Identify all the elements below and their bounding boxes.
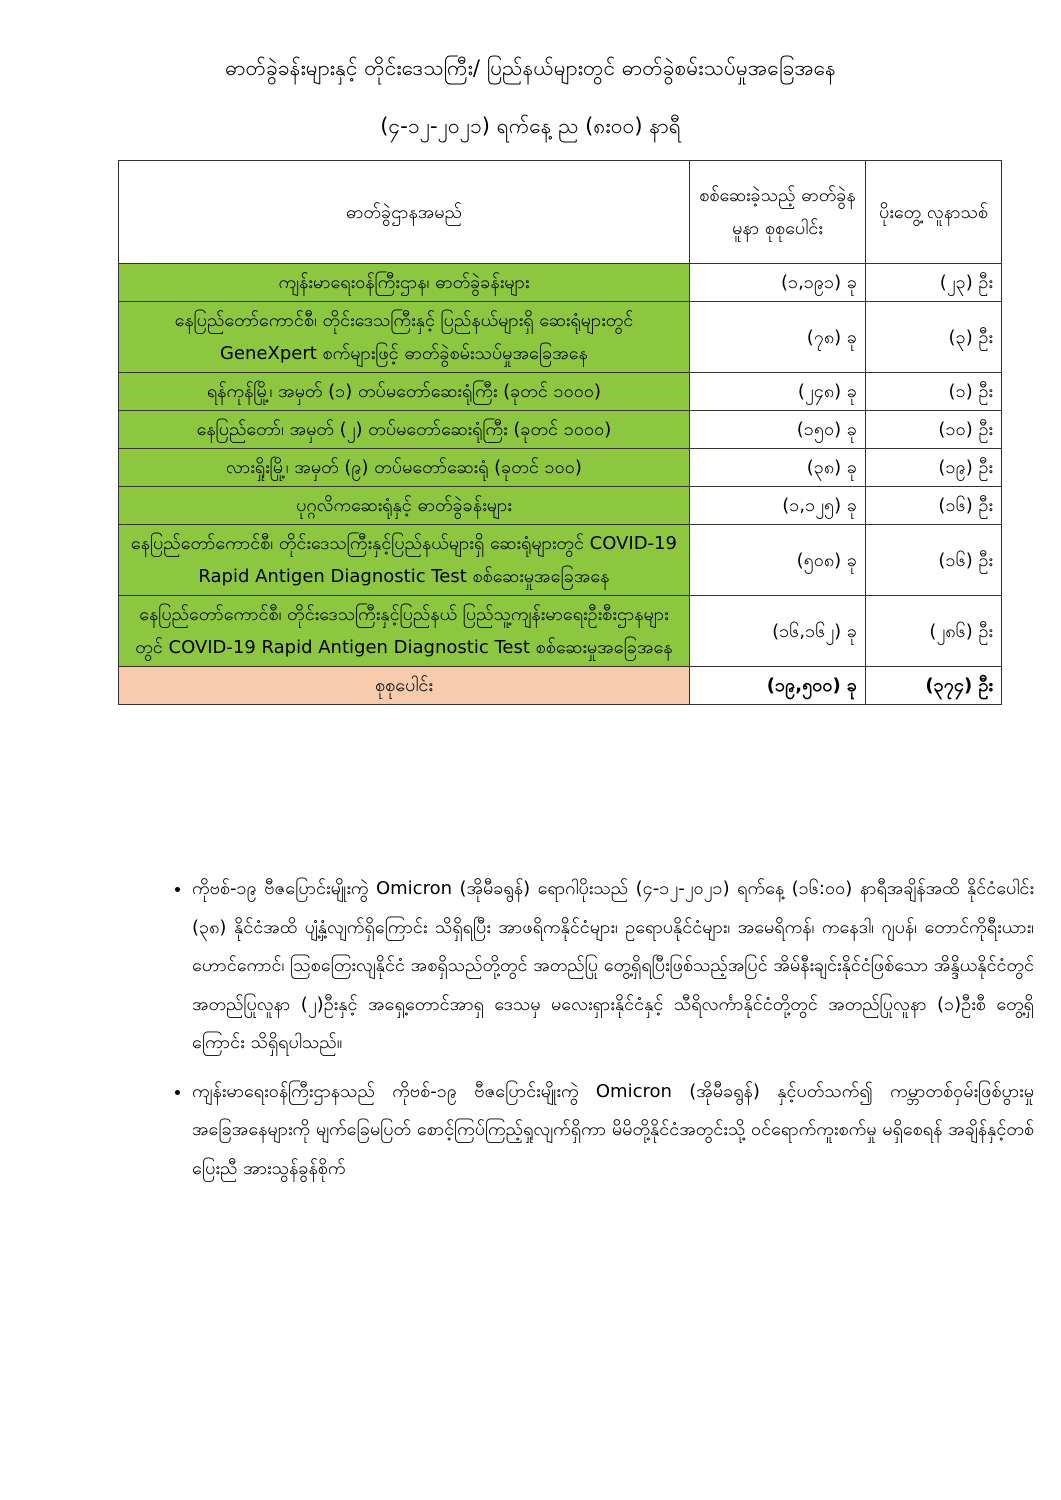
positive-cell: (၁၆) ဦး [866, 487, 1002, 525]
positive-cell: (၂၈၆) ဦး [866, 596, 1002, 667]
tests-cell: (၅၀၈) ခု [689, 525, 865, 596]
lab-testing-table [118, 160, 1002, 705]
tests-cell: (၇၈) ခု [689, 302, 865, 373]
report-date-subtitle: (၄-၁၂-၂၀၂၁) ရက်နေ့ ည (၈း၀၀) နာရီ [380, 114, 681, 138]
positive-cell: (၁၆) ဦး [866, 525, 1002, 596]
lab-name-cell: လားရှိုးမြို့၊ အမှတ် (၉) တပ်မတော်ဆေးရုံ (ခုတင် ၁၀၀) [119, 449, 690, 487]
lab-name-cell: နေပြည်တော်ကောင်စီ၊ တိုင်းဒေသကြီးနှင့်ပြည်နယ် ပြည်သူ့ကျန်းမာရေးဦးစီးဌာနများတွင် COVID-19 Rapid Antigen Diagnostic Test စစ်ဆေးမှုအခြေအနေ [119, 596, 690, 667]
tests-cell: (၃၈) ခု [689, 449, 865, 487]
lab-name-cell: ရန်ကုန်မြို့၊ အမှတ် (၁) တပ်မတော်ဆေးရုံကြီး (ခုတင် ၁၀၀၀) [119, 373, 690, 411]
positive-cell: (၁၉) ဦး [866, 449, 1002, 487]
header-new-positive: ပိုးတွေ့ လူနာသစ် [866, 161, 1002, 264]
table-row [119, 302, 1002, 373]
tests-cell: (၁၆,၁၆၂) ခု [689, 596, 865, 667]
positive-cell: (၃) ဦး [866, 302, 1002, 373]
tests-cell: (၁,၁၂၅) ခု [689, 487, 865, 525]
positive-cell: (၁၀) ဦး [866, 411, 1002, 449]
lab-name-cell: နေပြည်တော်ကောင်စီ၊ တိုင်းဒေသကြီးနှင့်ပြည်နယ်များရှိ ဆေးရုံများတွင် COVID-19 Rapid Antigen Diagnostic Test စစ်ဆေးမှုအခြေအနေ [119, 525, 690, 596]
notes-list [160, 870, 1034, 1198]
tests-cell: (၁,၁၉၁) ခု [689, 264, 865, 302]
table-row [119, 487, 1002, 525]
total-label-cell: စုစုပေါင်း [119, 667, 690, 705]
table-row [119, 449, 1002, 487]
lab-name-cell: နေပြည်တော်၊ အမှတ် (၂) တပ်မတော်ဆေးရုံကြီး (ခုတင် ၁၀၀၀) [119, 411, 690, 449]
lab-name-cell: ကျန်းမာရေးဝန်ကြီးဌာန၊ ဓာတ်ခွဲခန်းများ [119, 264, 690, 302]
total-tests-cell: (၁၉,၅၀၀) ခု [689, 667, 865, 705]
tests-cell: (၂၄၈) ခု [689, 373, 865, 411]
header-total-tests: စစ်ဆေးခဲ့သည့် ဓာတ်ခွဲနမူနာ စုစုပေါင်း [689, 161, 865, 264]
note-ministry-monitoring: • ကျန်းမာရေးဝန်ကြီးဌာနသည် ကိုဗစ်-၁၉ ဗီဇပြောင်းမျိုးကွဲ Omicron (အိုမီခရွန်) နှင့်ပတ်သက်၍ ကမ္ဘာတစ်ဝှမ်းဖြစ်ပွားမှု အခြေအနေများကို မျက်ခြေမပြတ် စောင့်ကြပ်ကြည့်ရှုလျက်ရှိကာ မိမိတို့နိုင်ငံအတွင်းသို့ ဝင်ရောက်ကူးစက်မှု မရှိစေရန် အချိန်နှင့်တစ်ပြေးညီ အားသွန်ခွန်စိုက် [192, 1073, 1034, 1189]
table-row [119, 596, 1002, 667]
tests-cell: (၁၅၀) ခု [689, 411, 865, 449]
lab-name-cell: ပုဂ္ဂလိကဆေးရုံနှင့် ဓာတ်ခွဲခန်းများ [119, 487, 690, 525]
table-row [119, 264, 1002, 302]
header-lab-name: ဓာတ်ခွဲဌာနအမည် [119, 161, 690, 264]
table-row [119, 525, 1002, 596]
note-omicron-spread: • ကိုဗစ်-၁၉ ဗီဇပြောင်းမျိုးကွဲ Omicron (အိုမီခရွန်) ရောဂါပိုးသည် (၄-၁၂-၂၀၂၁) ရက်နေ့ (၁၆:၀၀) နာရီအချိန်အထိ နိုင်ငံပေါင်း (၃၈) နိုင်ငံအထိ ပျံ့နှံ့လျက်ရှိကြောင်း သိရှိရပြီး အာဖရိကနိုင်ငံများ၊ ဥရောပနိုင်ငံများ၊ အမေရိကန်၊ ကနေဒါ၊ ဂျပန်၊ တောင်ကိုရီးယား၊ ဟောင်ကောင်၊ ဩစတြေးလျနိုင်ငံ အစရှိသည်တို့တွင် အတည်ပြု တွေ့ရှိရပြီးဖြစ်သည့်အပြင် အိမ်နီးချင်းနိုင်ငံဖြစ်သော အိန္ဒိယနိုင်ငံတွင် အတည်ပြုလူနာ (၂)ဦးနှင့် အရှေ့တောင်အာရှ ဒေသမှ မလေးရှားနိုင်ငံနှင့် သီရိလင်္ကာနိုင်ငံတို့တွင် အတည်ပြုလူနာ (၁)ဦးစီ တွေ့ရှိကြောင်း သိရှိရပါသည်။ [192, 870, 1034, 1063]
total-positive-cell: (၃၇၄) ဦး [866, 667, 1002, 705]
table-row [119, 411, 1002, 449]
positive-cell: (၁) ဦး [866, 373, 1002, 411]
table-header-row [119, 161, 1002, 264]
table-total-row [119, 667, 1002, 705]
table-row [119, 373, 1002, 411]
positive-cell: (၂၃) ဦး [866, 264, 1002, 302]
lab-name-cell: နေပြည်တော်ကောင်စီ၊ တိုင်းဒေသကြီးနှင့် ပြည်နယ်များရှိ ဆေးရုံများတွင် GeneXpert စက်များဖြင့် ဓာတ်ခွဲစမ်းသပ်မှုအခြေအနေ [119, 302, 690, 373]
page-title: ဓာတ်ခွဲခန်းများနှင့် တိုင်းဒေသကြီး/ ပြည်နယ်များတွင် ဓာတ်ခွဲစမ်းသပ်မှုအခြေအနေ [225, 56, 836, 80]
